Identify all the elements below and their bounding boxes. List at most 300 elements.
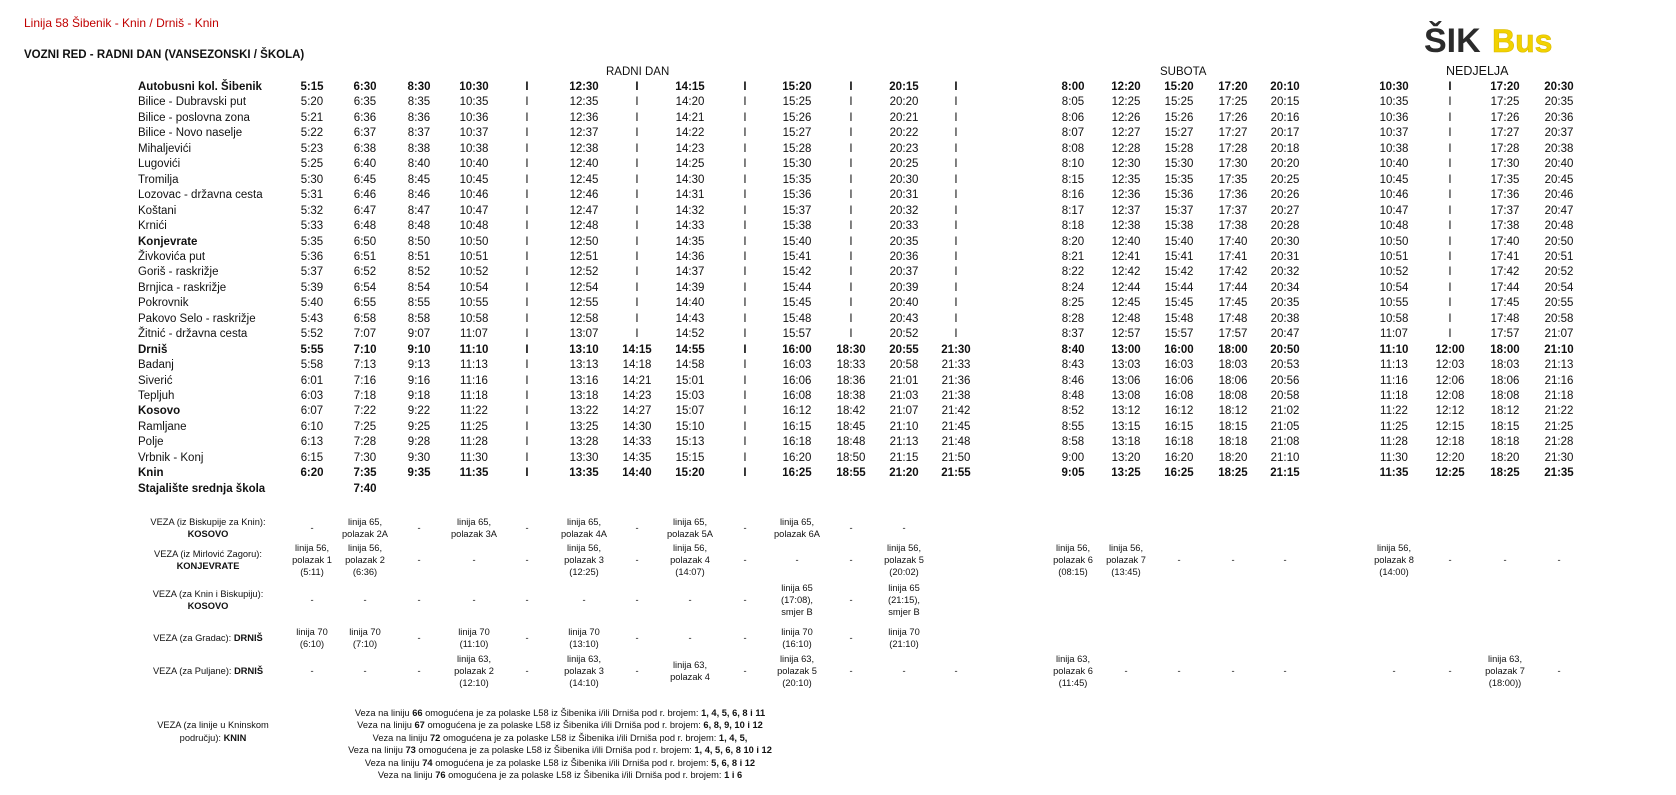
connection-cell: - [635,523,639,533]
time-cell: I [954,111,958,124]
time-cell: I [635,111,639,124]
time-cell: 11:35 [1379,467,1409,480]
time-cell: I [635,235,639,248]
line-text: omogućena je za polaske L58 iz Šibenika i/ili Drniša pod r. brojem: [415,745,695,756]
time-cell: 8:24 [1061,281,1085,294]
time-cell: I [849,297,853,310]
time-cell: I [849,235,853,248]
table-row [0,142,1676,158]
time-cell: 20:33 [889,220,919,233]
connection-cell: - [635,595,639,605]
stop-name: Krnići [138,220,167,233]
time-cell: 8:07 [1061,127,1085,140]
time-cell: 12:12 [1435,405,1465,418]
time-cell: 13:10 [569,343,599,356]
page-title: Linija 58 Šibenik - Knin / Drniš - Knin [24,16,219,30]
time-cell: I [743,189,747,202]
time-cell: I [1448,281,1452,294]
time-cell: I [635,81,639,93]
time-cell: 12:06 [1435,374,1465,387]
time-cell: 11:22 [460,405,488,418]
line-text: omogućena je za polaske L58 iz Šibenika i/ili Drniša pod r. brojem: [432,757,712,768]
connection-cell: - [525,523,529,533]
knin-connection-line [300,732,820,745]
time-cell: I [525,467,529,480]
time-cell: 17:20 [1218,81,1248,93]
connection-cell: linija 70 (21:10) [888,627,920,649]
stop-name: Lugovići [138,158,181,171]
time-cell: 8:54 [407,281,431,294]
time-cell: 12:28 [1111,142,1141,155]
time-cell: 14:36 [675,250,705,263]
time-cell: 6:13 [300,436,324,449]
stop-name: Stajalište srednja škola [138,482,266,495]
time-cell: I [954,250,958,263]
time-cell: I [954,297,958,310]
time-cell: 14:35 [622,451,652,464]
time-cell: 21:10 [1544,343,1574,356]
time-cell: 17:25 [1218,96,1248,109]
time-cell: 11:07 [1380,328,1408,341]
time-cell: 8:51 [407,250,431,263]
time-cell: 14:21 [622,374,652,387]
line-number: 76 [435,770,446,780]
time-cell: 16:18 [782,436,812,449]
time-cell: 20:52 [889,328,919,341]
time-cell: 10:38 [1379,142,1409,155]
table-row [0,312,1676,328]
time-cell: I [1448,328,1452,341]
time-cell: 15:26 [782,111,812,124]
time-cell: 21:42 [941,405,971,418]
time-cell: 9:05 [1061,467,1085,480]
time-cell: 11:22 [1380,405,1408,418]
time-cell: 5:21 [300,111,324,124]
time-cell: 20:50 [1270,343,1300,356]
time-cell: 15:30 [782,158,812,171]
connection-cell: linija 56, polazak 5 (20:02) [884,543,924,577]
time-cell: 18:42 [836,405,866,418]
connection-cell: - [1503,555,1507,565]
time-cell: 8:36 [407,111,431,124]
time-cell: I [849,96,853,109]
time-cell: 15:20 [1164,81,1194,93]
time-cell: I [954,81,958,93]
connection-cell: - [525,666,529,676]
connection-cell: - [849,523,853,533]
time-cell: 17:28 [1218,142,1248,155]
time-cell: I [743,127,747,140]
stop-name: Konjevrate [138,235,198,248]
connection-cell: - [849,555,853,565]
time-cell: I [525,81,529,93]
connection-cell: - [1124,666,1128,676]
time-cell: 21:55 [941,467,971,480]
section-weekday: RADNI DAN [606,66,670,78]
time-cell: 21:13 [1544,359,1574,372]
time-cell: 17:37 [1490,204,1520,217]
time-cell: 20:31 [889,189,919,202]
time-cell: I [743,405,747,418]
knin-connection-line [300,707,820,720]
time-cell: 15:41 [782,250,812,263]
time-cell: 11:28 [460,436,488,449]
time-cell: 20:32 [1270,266,1300,279]
time-cell: I [954,96,958,109]
time-cell: 12:47 [569,204,599,217]
time-cell: 17:57 [1490,328,1520,341]
connection-cell: linija 65, polazak 5A [667,517,713,539]
time-cell: 14:32 [675,204,705,217]
stop-name: Badanj [138,359,174,372]
time-cell: I [849,173,853,186]
time-cell: I [954,158,958,171]
time-cell: I [525,436,529,449]
time-cell: 15:13 [675,436,705,449]
stop-name: Siverić [138,374,173,387]
time-cell: 10:30 [459,81,489,93]
line-prefix: Veza na liniju [354,708,413,718]
time-cell: 10:54 [1379,281,1409,294]
time-cell: 12:58 [569,312,599,325]
time-cell: 6:46 [353,189,377,202]
time-cell: 8:58 [1061,436,1085,449]
time-cell: I [743,111,747,124]
table-row [0,358,1676,374]
time-cell: 13:35 [569,467,599,480]
time-cell: 8:46 [407,189,431,202]
table-row [0,235,1676,251]
time-cell: 11:18 [460,390,488,402]
time-cell: 12:42 [1111,266,1141,279]
connection-cell: - [417,633,421,643]
time-cell: 16:20 [782,451,812,464]
time-cell: I [525,266,529,279]
time-cell: 15:40 [1164,235,1194,248]
time-cell: 13:00 [1111,343,1141,356]
time-cell: 17:25 [1490,96,1520,109]
time-cell: 17:27 [1218,127,1248,140]
time-cell: 9:10 [407,343,431,356]
time-cell: 21:22 [1544,405,1574,418]
connection-cell: - [1392,666,1396,676]
time-cell: 15:27 [782,127,812,140]
connection-cell: - [525,633,529,643]
time-cell: I [954,266,958,279]
time-cell: 10:38 [459,142,489,155]
time-cell: 10:48 [1379,220,1409,233]
time-cell: 15:37 [1164,204,1194,217]
time-cell: I [1448,111,1452,124]
time-cell: 20:38 [1544,142,1574,155]
time-cell: 20:16 [1270,111,1300,124]
connection-cell: linija 56, polazak 1 (5:11) [292,543,332,577]
time-cell: 21:07 [1544,328,1574,341]
time-cell: 7:18 [353,390,377,402]
time-cell: 20:15 [1270,96,1300,109]
stop-name: Tepljuh [138,390,175,402]
stop-name: Koštani [138,204,177,217]
time-cell: 14:40 [622,467,652,480]
time-cell: 15:10 [675,420,705,433]
time-cell: 10:48 [459,220,489,233]
connection-cell: - [635,633,639,643]
connection-cell: - [363,595,367,605]
time-cell: I [1448,266,1452,279]
time-cell: 20:35 [1270,297,1300,310]
time-cell: I [849,142,853,155]
time-cell: 11:16 [1380,374,1408,387]
time-cell: I [743,266,747,279]
time-cell: I [635,328,639,341]
time-cell: 18:25 [1490,467,1520,480]
time-cell: 14:18 [622,359,652,372]
time-cell: I [525,359,529,372]
time-cell: 21:28 [1544,436,1574,449]
time-cell: I [849,189,853,202]
time-cell: 12:37 [569,127,599,140]
time-cell: 18:18 [1218,436,1248,449]
time-cell: 10:36 [1379,111,1409,124]
time-cell: I [525,142,529,155]
time-cell: 20:20 [889,96,919,109]
time-cell: 10:50 [459,235,489,248]
time-cell: I [743,96,747,109]
connection-cell: - [582,595,586,605]
time-cell: 16:12 [782,405,812,418]
time-cell: 17:38 [1218,220,1248,233]
time-cell: 17:48 [1218,312,1248,325]
connection-cell: linija 70 (16:10) [781,627,813,649]
time-cell: 10:35 [1379,96,1409,109]
time-cell: I [849,281,853,294]
time-cell: 17:36 [1218,189,1248,202]
time-cell: 8:17 [1061,204,1085,217]
time-cell: 20:46 [1544,189,1574,202]
time-cell: I [743,281,747,294]
time-cell: 15:26 [1164,111,1194,124]
time-cell: 12:38 [1111,220,1141,233]
time-cell: 5:33 [300,220,324,233]
time-cell: 18:08 [1218,390,1248,402]
time-cell: 16:25 [782,467,812,480]
connection-cell: - [743,523,747,533]
time-cell: 18:15 [1218,420,1248,433]
table-row [0,374,1676,390]
time-cell: I [635,96,639,109]
connection-cell: - [1283,666,1287,676]
line-text: omogućena je za polaske L58 iz Šibenika i/ili Drniša pod r. brojem: [445,770,725,780]
time-cell: 10:51 [459,250,489,263]
knin-connection-line [300,757,820,770]
time-cell: 18:06 [1490,374,1520,387]
time-cell: 12:00 [1435,343,1465,356]
stop-name: Tromilja [138,173,179,186]
time-cell: 21:25 [1544,420,1574,433]
connection-cell: linija 63, polazak 2 (12:10) [454,654,494,688]
time-cell: I [1448,220,1452,233]
stop-name: Pakovo Selo - raskrižje [138,312,256,325]
time-cell: 10:52 [1379,266,1409,279]
time-cell: 18:12 [1218,405,1248,418]
time-cell: 9:22 [407,405,431,418]
time-cell: 12:30 [569,81,599,93]
time-cell: 11:25 [1380,420,1408,433]
time-cell: 11:35 [459,467,489,480]
time-cell: 10:52 [459,266,489,279]
connection-label [138,588,278,612]
time-cell: 20:52 [1544,266,1574,279]
time-cell: 18:06 [1218,374,1248,387]
time-cell: 8:06 [1061,111,1085,124]
time-cell: 10:40 [1379,158,1409,171]
time-cell: 14:55 [675,343,705,356]
time-cell: 11:16 [460,374,488,387]
time-cell: I [525,343,529,356]
time-cell: 15:42 [1164,266,1194,279]
time-cell: 20:30 [889,173,919,186]
time-cell: 16:06 [782,374,812,387]
time-cell: 12:46 [569,189,599,202]
time-cell: 14:21 [675,111,705,124]
connection-cell: - [1557,666,1561,676]
table-row [0,111,1676,127]
time-cell: 8:10 [1061,158,1085,171]
time-cell: 9:16 [407,374,431,387]
connection-cell: linija 63, polazak 7 (18:00)) [1485,654,1525,688]
time-cell: 15:25 [782,96,812,109]
time-cell: 6:35 [353,96,377,109]
stop-name: Vrbnik - Konj [138,451,204,464]
time-cell: 16:08 [1164,390,1194,402]
time-cell: I [849,312,853,325]
time-cell: 12:03 [1435,359,1465,372]
time-cell: 8:47 [407,204,431,217]
connection-cell: linija 56, polazak 3 (12:25) [564,543,604,577]
stop-name: Bilice - poslovna zona [138,111,250,124]
time-cell: 20:25 [1270,173,1300,186]
time-cell: 20:55 [1544,297,1574,310]
connection-cell: - [1231,555,1235,565]
time-cell: 6:58 [353,312,377,325]
time-cell: 5:30 [300,173,324,186]
time-cell: 9:18 [407,390,431,402]
table-row [0,95,1676,111]
time-cell: 20:18 [1270,142,1300,155]
time-cell: 6:40 [353,158,377,171]
time-cell: 8:20 [1061,235,1085,248]
time-cell: 20:51 [1544,250,1574,263]
connection-cell: - [849,595,853,605]
time-cell: I [525,374,529,387]
time-cell: 15:20 [675,467,705,480]
page-subtitle: VOZNI RED - RADNI DAN (VANSEZONSKI / ŠKOLA) [24,49,305,61]
time-cell: I [1448,312,1452,325]
time-cell: 12:20 [1111,81,1141,93]
time-cell: 12:36 [569,111,599,124]
time-cell: 6:50 [353,235,377,248]
time-cell: I [743,359,747,372]
time-cell: 16:18 [1164,436,1194,449]
stop-name: Žitnić - državna cesta [138,328,248,341]
departure-numbers: 1 i 6 [724,770,743,780]
time-cell: 14:25 [675,158,705,171]
time-cell: 8:55 [1061,420,1085,433]
connection-cell: linija 65 (17:08), smjer B [780,583,814,617]
time-cell: I [743,250,747,263]
time-cell: 10:47 [459,204,489,217]
time-cell: 17:45 [1490,297,1520,310]
table-row [0,281,1676,297]
time-cell: 21:18 [1544,390,1574,402]
departure-numbers: 1, 4, 5, 6, 8 i 11 [701,708,766,718]
time-cell: 18:48 [836,436,866,449]
time-cell: I [635,297,639,310]
time-cell: 13:16 [569,374,599,387]
time-cell: I [743,312,747,325]
time-cell: 20:27 [1270,204,1300,217]
time-cell: 18:45 [836,420,866,433]
line-text: omogućena je za polaske L58 iz Šibenika i/ili Drniša pod r. brojem: [422,708,702,718]
time-cell: I [743,220,747,233]
time-cell: 21:30 [941,343,971,356]
time-cell: 20:37 [889,266,919,279]
table-row [0,466,1676,482]
time-cell: 15:45 [1164,297,1194,310]
time-cell: 6:52 [353,266,377,279]
time-cell: I [849,111,853,124]
time-cell: 12:27 [1111,127,1141,140]
knin-label-3: KNIN [223,733,247,743]
time-cell: I [954,328,958,341]
time-cell: 18:55 [836,467,866,480]
time-cell: 12:48 [569,220,599,233]
connection-label-line: VEZA (za Gradac): [153,633,232,643]
time-cell: I [525,328,529,341]
time-cell: I [849,158,853,171]
time-cell: 20:28 [1270,220,1300,233]
time-cell: 12:25 [1435,467,1465,480]
table-row [0,219,1676,235]
time-cell: 8:15 [1061,173,1085,186]
connection-cell: linija 70 (13:10) [568,627,600,649]
time-cell: 10:40 [459,158,489,171]
time-cell: 7:16 [353,374,377,387]
connection-label-stop: KOSOVO [187,529,229,539]
connection-cell: - [902,523,906,533]
time-cell: 12:37 [1111,204,1141,217]
time-cell: 10:47 [1379,204,1409,217]
time-cell: 12:30 [1111,158,1141,171]
time-cell: 5:31 [300,189,324,202]
time-cell: 20:10 [1270,81,1300,93]
time-cell: 21:38 [941,390,971,402]
stop-name: Polje [138,436,164,449]
time-cell: 20:54 [1544,281,1574,294]
time-cell: 15:45 [782,297,812,310]
time-cell: 17:38 [1490,220,1520,233]
time-cell: 5:22 [300,127,324,140]
time-cell: 14:30 [622,420,652,433]
time-cell: 10:37 [1379,127,1409,140]
time-cell: 17:27 [1490,127,1520,140]
time-cell: 21:15 [1270,467,1300,480]
connection-cell: - [472,555,476,565]
time-cell: I [743,142,747,155]
time-cell: 20:15 [889,81,919,93]
connection-cell: linija 56, polazak 6 (08:15) [1053,543,1093,577]
time-cell: I [743,390,747,402]
